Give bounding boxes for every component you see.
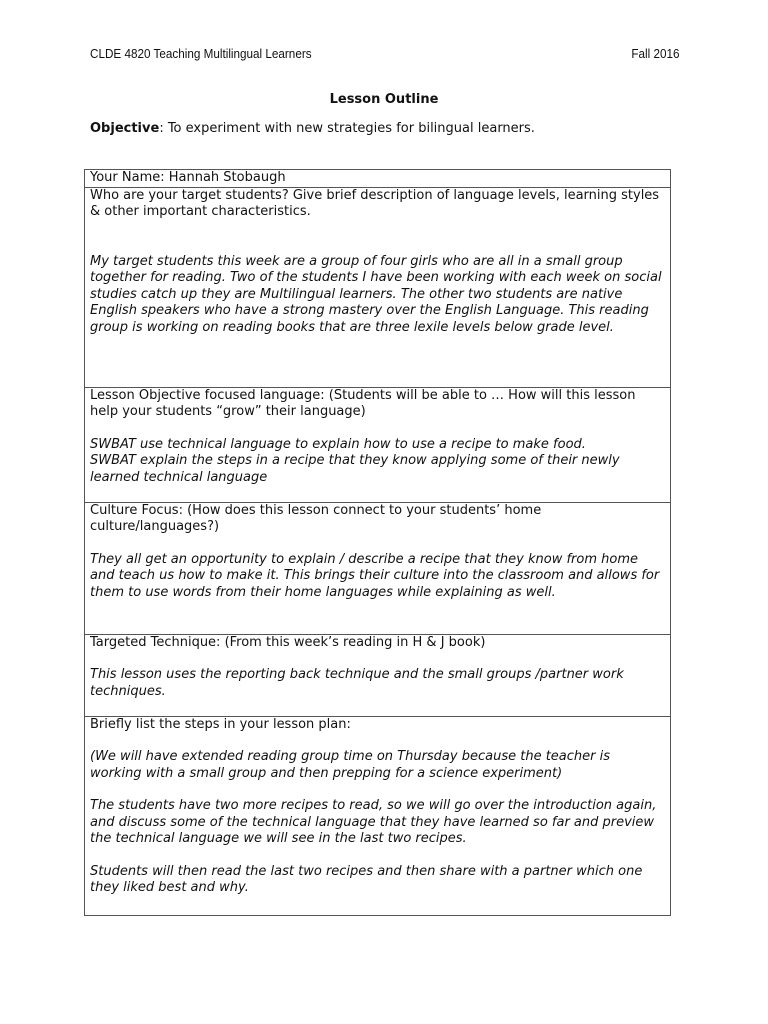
- students-answer: My target students this week are a group of four girls who are all in a small group together for reading. Two of the students I have been working with each week on social studies catch up they are Multilingual learners. The other two students are native English speakers who have a strong mastery over the English Language. This reading group is working on reading books that are three lexile levels below grade level.: [90, 253, 662, 335]
- table-row: [85, 387, 671, 502]
- student-name: Your Name: Hannah Stobaugh: [90, 170, 286, 185]
- objective-answer-2: SWBAT explain the steps in a recipe that they know applying some of their newly learned technical language: [90, 453, 620, 485]
- page-title: Lesson Outline: [329, 92, 439, 107]
- page-header: [90, 46, 680, 61]
- culture-prompt: Culture Focus: (How does this lesson connect to your students’ home culture/languages?): [90, 502, 542, 534]
- technique-cell: [85, 634, 671, 716]
- objective-line: [90, 121, 535, 136]
- step-3: Students will then read the last two recipes and then share with a partner which one they liked best and why.: [90, 863, 643, 895]
- objective-answer-1: SWBAT use technical language to explain how to use a recipe to make food.: [90, 436, 586, 452]
- course-name: CLDE 4820 Teaching Multilingual Learners: [90, 46, 312, 61]
- objective-prompt: Lesson Objective focused language: (Students will be able to … How will this lesson help your students “grow” their language): [90, 387, 636, 419]
- table-row: [85, 716, 671, 915]
- step-1: (We will have extended reading group time on Thursday because the teacher is working with a small group and then prepping for a science experiment): [90, 749, 611, 781]
- objective-cell: [85, 387, 671, 502]
- culture-answer: They all get an opportunity to explain / describe a recipe that they know from home and teach us how to make it. This brings their culture into the classroom and allows for them to use words from their home languages while explaining as well.: [90, 551, 660, 600]
- name-cell: [85, 170, 671, 188]
- students-cell: [85, 187, 671, 387]
- steps-cell: [85, 716, 671, 915]
- objective-text: : To experiment with new strategies for bilingual learners.: [159, 121, 535, 136]
- steps-prompt: Briefly list the steps in your lesson plan:: [90, 716, 351, 732]
- table-row: [85, 502, 671, 634]
- term: Fall 2016: [631, 46, 680, 61]
- table-row: [85, 634, 671, 716]
- students-prompt: Who are your target students? Give brief description of language levels, learning styles & other important characteristics.: [90, 187, 660, 219]
- culture-cell: [85, 502, 671, 634]
- objective-label: Objective: [90, 121, 160, 136]
- step-2: The students have two more recipes to read, so we will go over the introduction again, and discuss some of the technical language that they have learned so far and preview the technical language we will see in the last two recipes.: [90, 798, 657, 846]
- table-row: [85, 170, 671, 188]
- lesson-table: [84, 169, 671, 916]
- table-row: [85, 187, 671, 387]
- technique-answer: This lesson uses the reporting back technique and the small groups /partner work techniques.: [90, 667, 624, 699]
- technique-prompt: Targeted Technique: (From this week’s reading in H & J book): [90, 634, 486, 650]
